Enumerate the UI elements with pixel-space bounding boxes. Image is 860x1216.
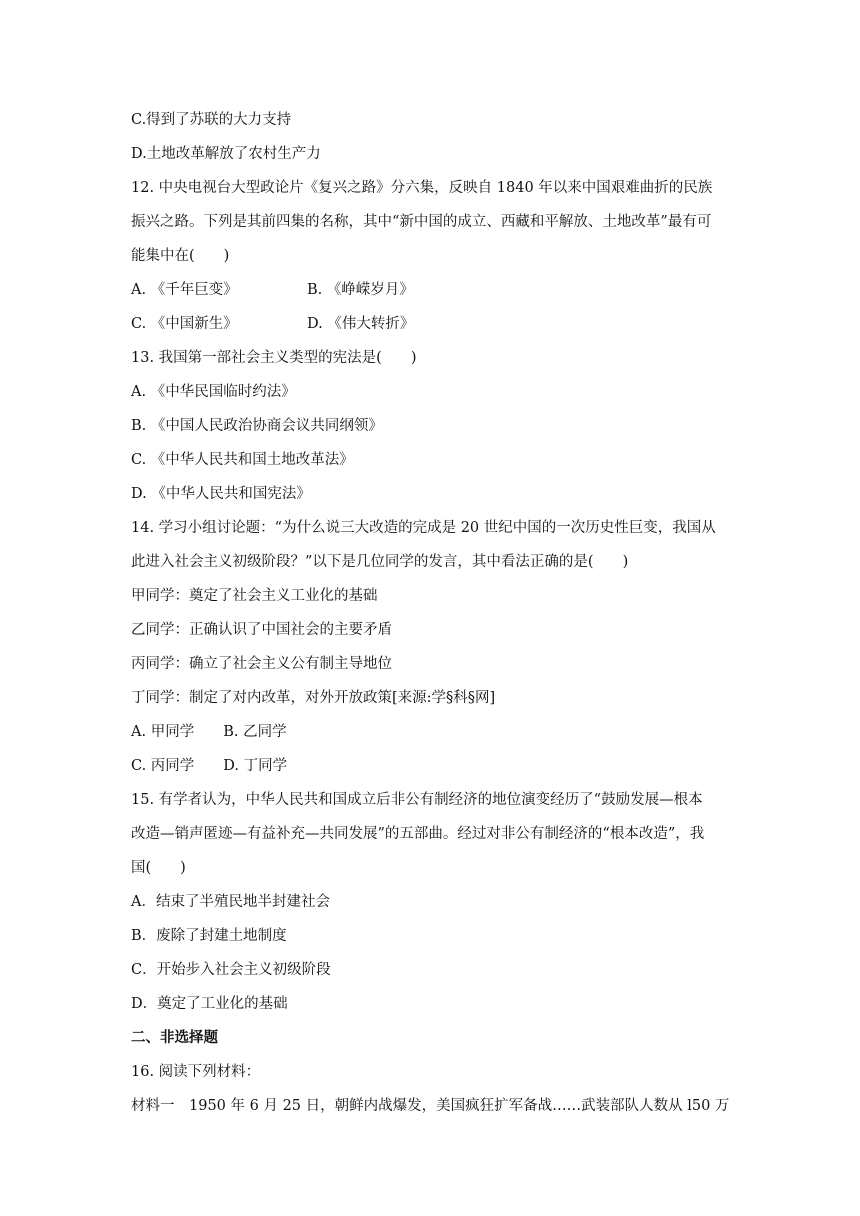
question-15-line-1: 15. 有学者认为，中华人民共和国成立后非公有制经济的地位演变经历了“鼓励发展—根本 [131,792,703,808]
option-c-q13: C. 《中华人民共和国土地改革法》 [131,452,354,468]
question-12-line-3: 能集中在( ) [131,248,230,264]
statement-jia: 甲同学：奠定了社会主义工业化的基础 [131,588,378,604]
option-b-q13: B. 《中国人民政治协商会议共同纲领》 [131,418,383,434]
question-13: 13. 我国第一部社会主义类型的宪法是( ) [131,350,417,366]
option-d-q12: D. 《伟大转折》 [307,316,415,332]
question-16-intro: 16. 阅读下列材料： [131,1064,261,1080]
option-c-q12: C. 《中国新生》 [131,316,238,332]
statement-ding: 丁同学：制定了对内改革，对外开放政策[来源:学§科§网] [131,690,496,706]
option-d-q13: D. 《中华人民共和国宪法》 [131,486,311,502]
material-one: 材料一 1950 年 6 月 25 日，朝鲜内战爆发，美国疯狂扩军备战……武装部队人数从 l50 万 [131,1098,730,1114]
option-a-q12: A. 《千年巨变》 [131,282,238,298]
option-a-q15: A．结束了半殖民地半封建社会 [131,894,330,910]
statement-bing: 丙同学：确立了社会主义公有制主导地位 [131,656,392,672]
section-heading-non-choice: 二、非选择题 [131,1030,218,1046]
option-b-q12: B. 《峥嵘岁月》 [307,282,414,298]
option-c-q11: C.得到了苏联的大力支持 [131,112,292,128]
statement-yi: 乙同学：正确认识了中国社会的主要矛盾 [131,622,392,638]
question-15-line-2: 改造—销声匿迹—有益补充—共同发展”的五部曲。经过对非公有制经济的“根本改造”，我 [131,826,705,842]
question-14-line-1: 14. 学习小组讨论题：“为什么说三大改造的完成是 20 世纪中国的一次历史性巨变，我国从 [131,520,716,536]
options-cd-q14: C. 丙同学 D. 丁同学 [131,758,288,774]
option-d-q15: D．奠定了工业化的基础 [131,996,288,1012]
option-d-q11: D.土地改革解放了农村生产力 [131,146,321,162]
option-c-q15: C．开始步入社会主义初级阶段 [131,962,331,978]
question-15-line-3: 国( ) [131,860,186,876]
option-b-q15: B．废除了封建土地制度 [131,928,287,944]
option-a-q13: A. 《中华民国临时约法》 [131,384,296,400]
question-12-line-1: 12. 中央电视台大型政论片《复兴之路》分六集，反映自 1840 年以来中国艰难曲折的民族 [131,180,713,196]
question-14-line-2: 此进入社会主义初级阶段？”以下是几位同学的发言，其中看法正确的是( ) [131,554,629,570]
options-ab-q14: A. 甲同学 B. 乙同学 [131,724,287,740]
question-12-line-2: 振兴之路。下列是其前四集的名称，其中“新中国的成立、西藏和平解放、土地改革”最有可 [131,214,712,230]
